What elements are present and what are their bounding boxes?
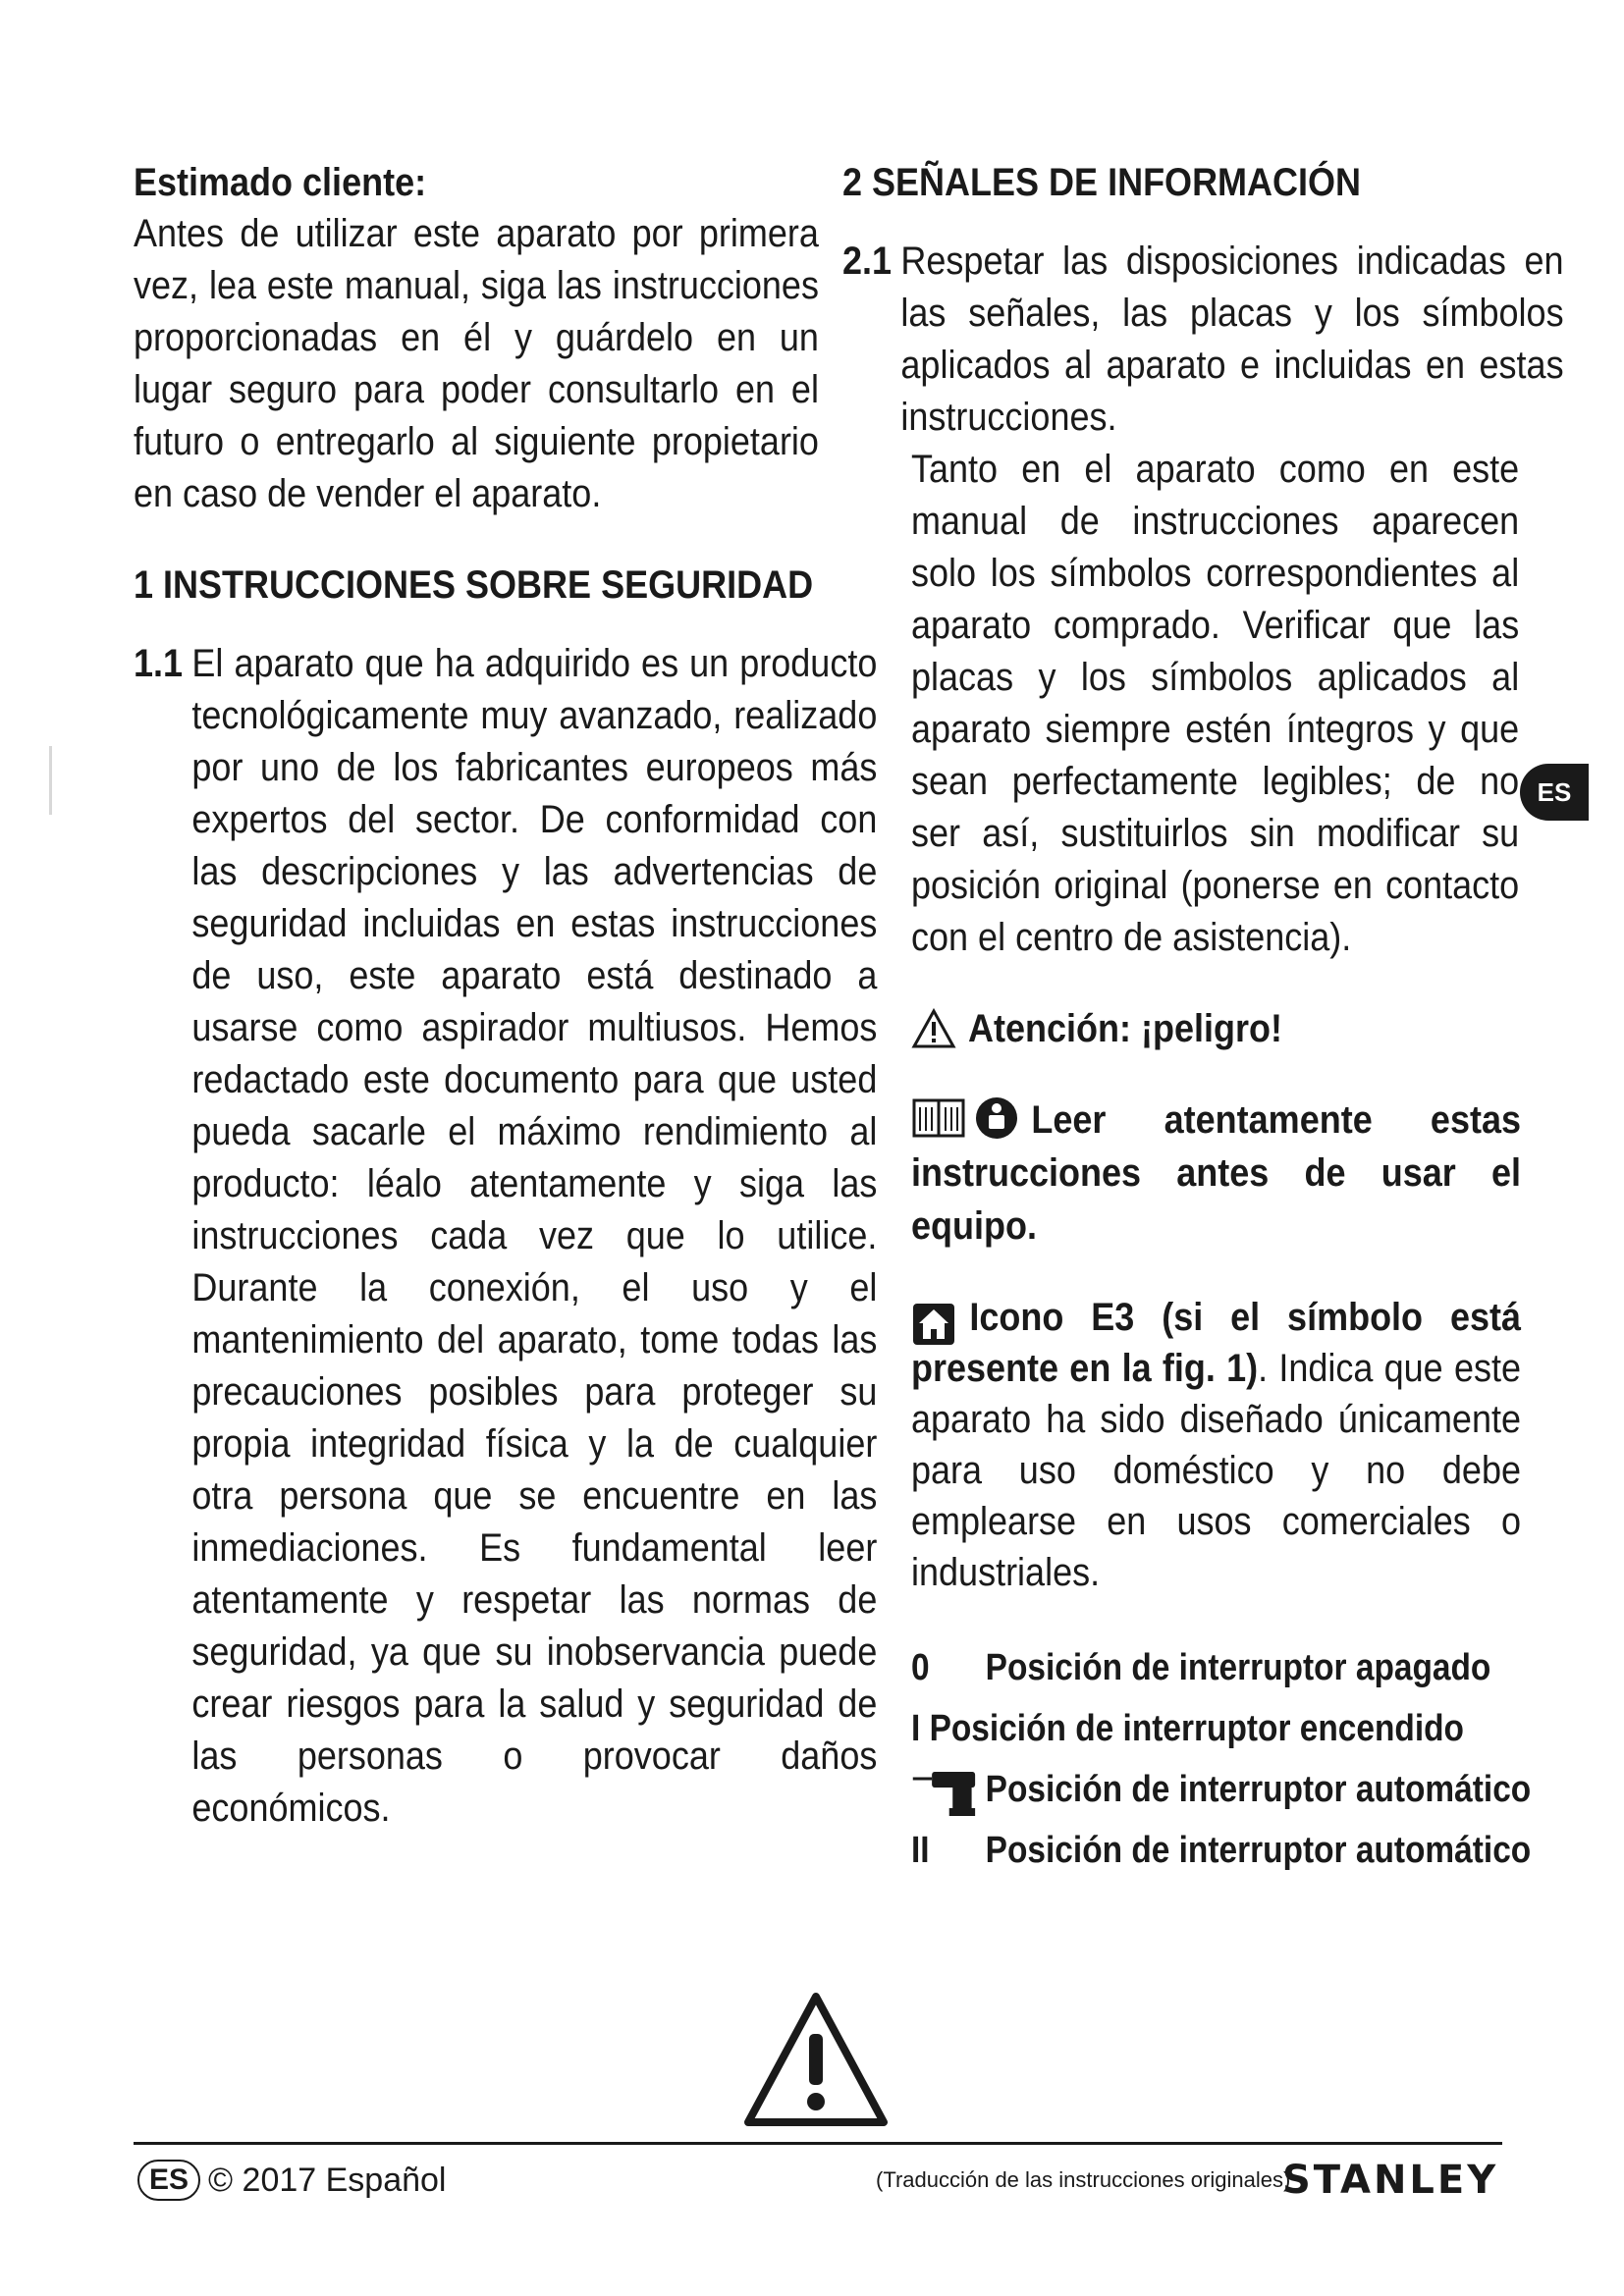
switch-auto-line	[911, 1820, 1532, 1881]
item-1-1-number: 1.1	[134, 642, 184, 685]
e3-text	[911, 1292, 1521, 1598]
brand-logo: STANLEY	[1282, 2158, 1499, 2203]
read-instructions-block	[911, 1094, 1520, 1253]
footer-rule	[134, 2142, 1502, 2145]
right-column	[842, 157, 1564, 1881]
margin-mark	[49, 746, 52, 815]
greeting-title: Estimado cliente:	[134, 161, 427, 204]
switch-auto-tool-line	[911, 1759, 1532, 1820]
switch-auto-code: II	[911, 1830, 930, 1871]
attention-text: Atención: ¡peligro!	[968, 1007, 1282, 1050]
item-1-1	[134, 638, 877, 1835]
switch-auto-tool-label: Posición de interruptor automático	[985, 1769, 1532, 1810]
large-warning-icon	[742, 1991, 890, 2128]
e3-bold-text: Icono E3 (si el símbolo está presente en la fig. 1)	[911, 1296, 1521, 1390]
translation-note: (Traducción de las instrucciones originales)	[876, 2167, 1291, 2192]
switch-off-code: 0	[911, 1647, 930, 1688]
item-2-1-text-b: Tanto en el aparato como en este manual de instrucciones aparecen solo los símbolos correspondientes al aparato comprado. Verificar que las placas y los símbolos aplicados al aparato siempre estén íntegros y que sean perfectamente legibles; de no ser así, sustituirlos sin modificar su posición original (ponerse en contacto con el centro de asistencia).	[911, 448, 1520, 959]
attention-row	[911, 1003, 1512, 1054]
item-1-1-text: El aparato que ha adquirido es un producto tecnológicamente muy avanzado, realizado por uno de los fabricantes europeos más expertos del sector. De conformidad con las descripciones y las advertencias de seguridad incluidas en estas instrucciones de uso, este aparato está destinado a usarse como aspirador multiusos. Hemos redactado este documento para que usted pueda sacarle el máximo rendimiento al producto: léalo atentamente y siga las instrucciones cada vez que lo utilice. Durante la conexión, el uso y el mantenimiento del aparato, tome todas las precauciones posibles para proteger su propia integridad física y la de cualquier otra persona que se encuentre en las inmediaciones. Es fundamental leer atentamente y respetar las normas de seguridad, ya que su inobservancia puede crear riesgos para la salud y seguridad de las personas o provocar daños económicos.	[191, 642, 878, 1830]
language-side-tab: ES	[1520, 764, 1589, 821]
e3-rest-text: . Indica que este aparato ha sido diseñado únicamente para uso doméstico y no debe emplearse en usos comerciales o industriales.	[911, 1347, 1521, 1594]
switch-on-line: I Posición de interruptor encendido	[911, 1708, 1464, 1749]
section1-title: 1 INSTRUCCIONES SOBRE SEGURIDAD	[134, 563, 814, 607]
switch-positions	[911, 1637, 1532, 1881]
item-2-1-number: 2.1	[842, 240, 893, 283]
warning-triangle-icon	[911, 1008, 956, 1049]
item-2-1	[842, 236, 1564, 444]
read-instructions-text: Leer atentamente estas instrucciones antes de usar el equipo.	[911, 1098, 1521, 1248]
e3-block	[911, 1292, 1520, 1598]
greeting-body: Antes de utilizar este aparato por primera vez, lea este manual, siga las instrucciones proporcionadas en él y guárdelo en un lugar seguro para poder consultarlo en el futuro o entregarlo al siguiente propietario en caso de vender el aparato.	[134, 212, 819, 515]
switch-off-label: Posición de interruptor apagado	[985, 1647, 1491, 1688]
switch-auto-label: Posición de interruptor automático	[985, 1830, 1532, 1871]
section2-title: 2 SEÑALES DE INFORMACIÓN	[842, 161, 1362, 204]
copyright-text: © 2017 Español	[208, 2161, 447, 2199]
language-badge: ES	[137, 2160, 200, 2201]
power-tool-icon	[911, 1767, 986, 1816]
footer-left	[137, 2156, 446, 2205]
item-2-1-text-a: Respetar las disposiciones indicadas en las señales, las placas y los símbolos aplicados al aparato e incluidas en estas instrucciones.	[900, 240, 1564, 439]
switch-off-line	[911, 1637, 1491, 1698]
